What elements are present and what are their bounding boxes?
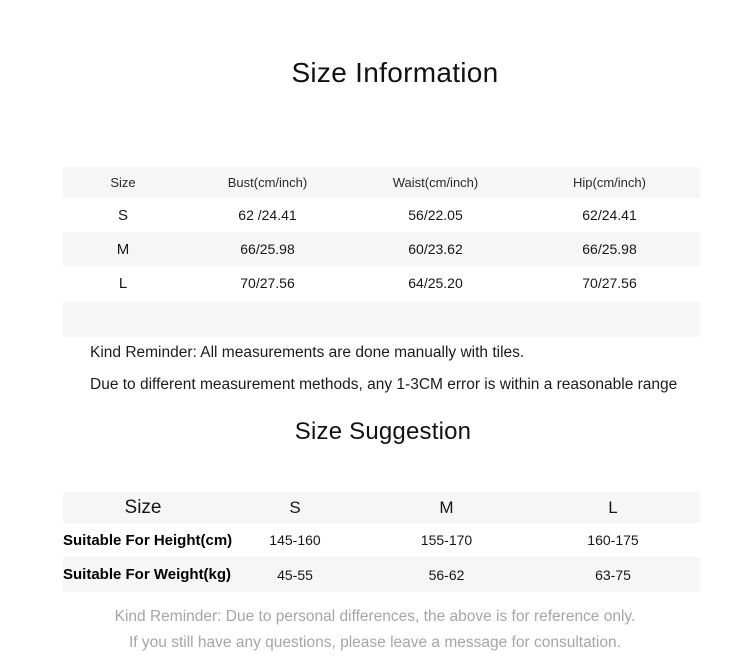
cell-m: 155-170 <box>420 532 473 548</box>
reminder-line-2: Due to different measurement methods, any 1-3CM error is within a reasonable range <box>90 376 678 393</box>
table-header-row <box>63 167 700 198</box>
cell-waist: 56/22.05 <box>408 207 463 223</box>
footer-line-2: If you still have any questions, please leave a message for consultation. <box>129 634 621 651</box>
cell-hip: 66/25.98 <box>582 241 637 257</box>
size-chart-page <box>0 56 750 670</box>
size-suggestion-title: Size Suggestion <box>294 418 472 445</box>
cell-bust: 66/25.98 <box>240 241 295 257</box>
header-m: M <box>439 497 454 517</box>
cell-waist: 60/23.62 <box>408 241 463 257</box>
reminder-line-1: Kind Reminder: All measurements are done manually with tiles. <box>90 344 525 361</box>
size-information-title: Size Information <box>291 57 499 88</box>
header-hip: Hip(cm/inch) <box>573 175 646 190</box>
cell-l: 63-75 <box>595 566 631 583</box>
header-bust: Bust(cm/inch) <box>227 175 308 190</box>
header-size: Size <box>110 175 136 190</box>
header-l: L <box>608 497 618 517</box>
table-row <box>63 232 700 266</box>
cell-size: M <box>116 240 130 258</box>
size-information-table <box>63 167 700 337</box>
size-suggestion-table <box>63 492 700 592</box>
header-waist: Waist(cm/inch) <box>392 175 479 190</box>
cell-waist: 64/25.20 <box>408 275 463 291</box>
cell-bust: 62 /24.41 <box>238 207 297 223</box>
table-row <box>63 557 700 592</box>
header-s: S <box>289 497 301 517</box>
footer-line-1: Kind Reminder: Due to personal differences, the above is for reference only. <box>114 608 636 625</box>
cell-l: 160-175 <box>587 532 639 548</box>
cell-size: L <box>118 274 128 292</box>
cell-bust: 70/27.56 <box>240 275 295 291</box>
table-row <box>63 266 700 300</box>
table-header-row <box>63 492 700 523</box>
cell-m: 56-62 <box>428 566 465 583</box>
row-label-weight: Suitable For Weight(kg) <box>63 566 232 583</box>
empty-stripe-row <box>63 302 700 337</box>
cell-s: 45-55 <box>277 566 313 583</box>
consultation-note <box>0 606 750 654</box>
header-size: Size <box>124 496 162 518</box>
table-row <box>63 523 700 557</box>
row-label-height: Suitable For Height(cm) <box>63 531 233 549</box>
cell-size: S <box>117 206 128 224</box>
cell-hip: 62/24.41 <box>582 207 637 223</box>
table-row <box>63 198 700 232</box>
cell-s: 145-160 <box>269 532 321 548</box>
cell-hip: 70/27.56 <box>582 275 637 291</box>
measurement-reminder <box>90 343 750 395</box>
